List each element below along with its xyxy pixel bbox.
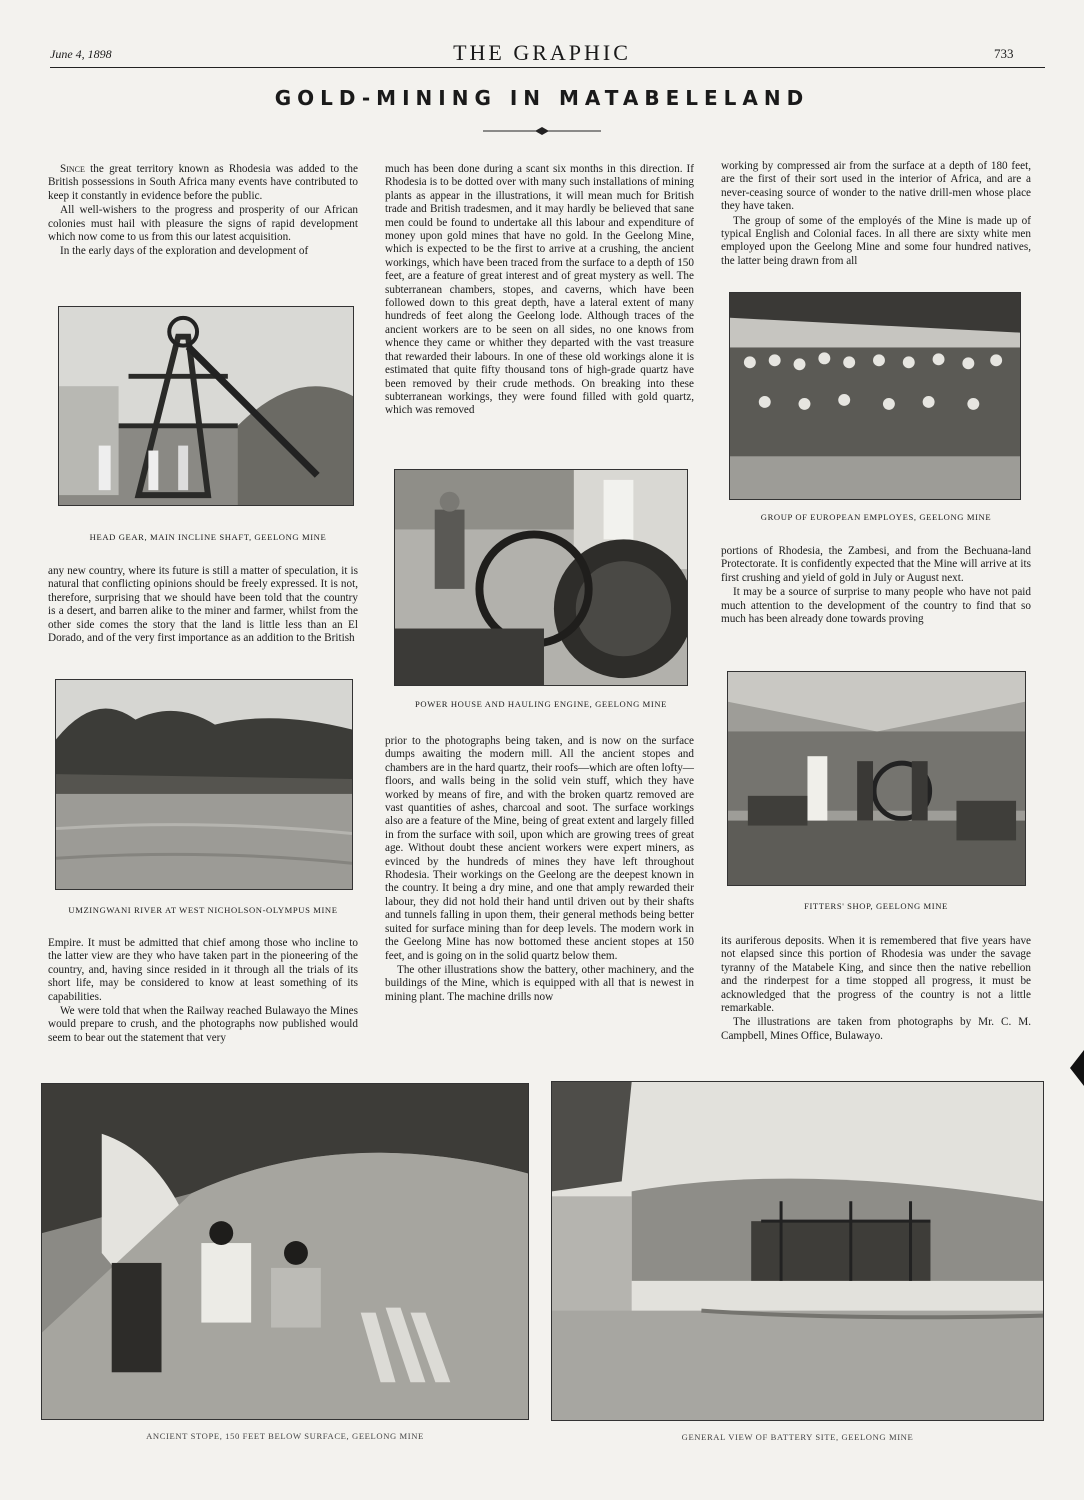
paragraph: any new country, where its future is still a matter of speculation, it is natural that conflicting opinions should be freely expressed. It is not, therefore, surprising that we should have been told that the country is a desert, and barren alike to the miner and farmer, whilst from the other side comes the story that the land is little less than an El Dorado, and of the very first importance as an addition to the British <box>48 565 358 645</box>
column-1-bottom <box>48 937 358 1046</box>
paragraph: In the early days of the exploration and development of <box>60 245 309 258</box>
paragraph: portions of Rhodesia, the Zambesi, and from the Bechuana-land Protectorate. It is confidently expected that the Mine will arrive at its first crushing and yield of gold in July or August next. <box>721 545 1031 584</box>
page-number: 733 <box>994 46 1014 61</box>
column-3-top <box>721 160 1031 269</box>
paragraph: Empire. It must be admitted that chief among those who incline to the latter view are they who have taken part in the pioneering of the country, and, having since resided in it through all the trials of its short life, may be considered to know at least something of its capabilities. <box>48 937 358 1003</box>
paragraph: It may be a source of surprise to many people who have not paid much attention to the development of the country to find that so much has been already done towards proving <box>721 586 1031 626</box>
page-edge-mark <box>1070 1050 1084 1086</box>
paragraph: All well-wishers to the progress and prosperity of our African colonies must hail with pleasure the signs of rapid development which now come to us from this our latest acquisition. <box>48 204 358 244</box>
photo-head-gear <box>58 306 354 506</box>
masthead-rule <box>50 67 1045 68</box>
caption-battery-site: GENERAL VIEW OF BATTERY SITE, GEELONG MINE <box>681 1432 914 1442</box>
paragraph: its auriferous deposits. When it is remembered that five years have not elapsed since this portion of Rhodesia was under the savage tyranny of the Matabele King, and since then the native rebellion and the rinderpest for a time stopped all progress, it must be acknowledged that the progress of the country is not a little remarkable. <box>721 935 1031 1015</box>
caption-ancient-stope: ANCIENT STOPE, 150 FEET BELOW SURFACE, GEELONG MINE <box>146 1431 424 1441</box>
paragraph: working by compressed air from the surface at a depth of 180 feet, are the first of their sort used in the interior of Africa, and are a never-ceasing source of wonder to the native drill-men whose place they have taken. <box>721 160 1031 213</box>
issue-date: June 4, 1898 <box>50 47 112 61</box>
paragraph: The other illustrations show the battery, other machinery, and the buildings of the Mine, which is equipped with all that is newest in mining plant. The machine drills now <box>385 963 694 1003</box>
caption-head-gear: HEAD GEAR, MAIN INCLINE SHAFT, GEELONG MINE <box>89 532 327 542</box>
caption-river: UMZINGWANI RIVER AT WEST NICHOLSON-OLYMPUS MINE <box>68 905 338 915</box>
photo-battery-site <box>551 1081 1044 1421</box>
caption-fitters-shop: FITTERS' SHOP, GEELONG MINE <box>804 901 948 911</box>
photo-ancient-stope <box>41 1083 529 1420</box>
column-3-middle <box>721 545 1031 627</box>
column-2-bottom <box>385 735 694 1005</box>
column-2-top <box>385 163 694 419</box>
paragraph: Since the great territory known as Rhodesia was added to the British possessions in South Africa many events have contributed to keep it constantly in evidence before the public. <box>48 163 358 202</box>
photo-employees-group <box>729 292 1021 500</box>
column-1-middle <box>48 565 358 646</box>
paragraph: The group of some of the employés of the Mine is made up of typical English and Colonial faces. In all there are sixty white men employed upon the Geelong Mine and some four hundred natives, the latter being drawn from all <box>721 214 1031 267</box>
caption-employees-group: GROUP OF EUROPEAN EMPLOYES, GEELONG MINE <box>760 512 992 522</box>
caption-power-house: POWER HOUSE AND HAULING ENGINE, GEELONG MINE <box>415 699 667 709</box>
ornament-divider <box>483 127 601 135</box>
photo-fitters-shop <box>727 671 1026 886</box>
column-3-bottom <box>721 935 1031 1044</box>
paragraph: much has been done during a scant six months in this direction. If Rhodesia is to be dotted over with many such installations of mining plants as appear in the illustrations, it will mean much for British trade and British tradesmen, and it may hardly be believed that sane men could be found to undertake all this labour and expenditure of money upon gold mines that have no gold. In the Geelong Mine, which is expected to be the first to arrive at a crushing, the ancient workings, which have been traced from the surface to a depth of 150 feet, are a feature of great interest and of great mystery as well. The subterranean chambers, stopes, and caverns, which have been followed down to this great depth, have a lateral extent of many hundreds of feet along the Geelong lode. Although traces of the ancient workers are to be seen on all sides, no one knows from whence they came or whither they departed with the vast treasure that rewarded their labours. In one of these old workings alone it is estimated that quite fifty thousand tons of high-grade quartz have been removed by their crude methods. On breaking into these subterranean workings, they were found filled with gold quartz, which was removed <box>385 163 694 417</box>
photo-river <box>55 679 353 890</box>
article-headline: GOLD-MINING IN MATABELELAND <box>274 86 810 110</box>
paragraph: We were told that when the Railway reached Bulawayo the Mines would prepare to crush, and the photographs now published would seem to bear out the statement that very <box>48 1005 358 1044</box>
column-1-top <box>48 163 358 260</box>
photo-power-house <box>394 469 688 686</box>
publication-title: THE GRAPHIC <box>453 40 631 65</box>
paragraph: prior to the photographs being taken, and is now on the surface dumps awaiting the modern mill. All the ancient stopes and chambers are in the hard quartz, their roofs—which are often lofty—floors, and walls being in the solid vein stuff, which they have worked by means of fire, and with the broken quartz removed are vast quantities of ashes, charcoal and soot. The surface workings also are a feature of the Mine, being of great extent and largely filled in from the surface with soil, upon which are growing trees of great age. Without doubt these ancient workers were expert miners, as evinced by the hundreds of mines they have left throughout Rhodesia. Their workings on the Geelong are the deepest known in the country. It being a dry mine, and one that amply rewarded their labour, they did not hold their hand until driven out by their shafts and tunnels falling in upon them, their general methods being better suited for surface mining than for deep levels. The modern work in the Geelong Mine has now bottomed these ancient stopes at 150 feet, and is going on in the solid quartz below them. <box>385 735 694 962</box>
paragraph: The illustrations are taken from photographs by Mr. C. M. Campbell, Mines Office, Bulawayo. <box>721 1016 1031 1042</box>
